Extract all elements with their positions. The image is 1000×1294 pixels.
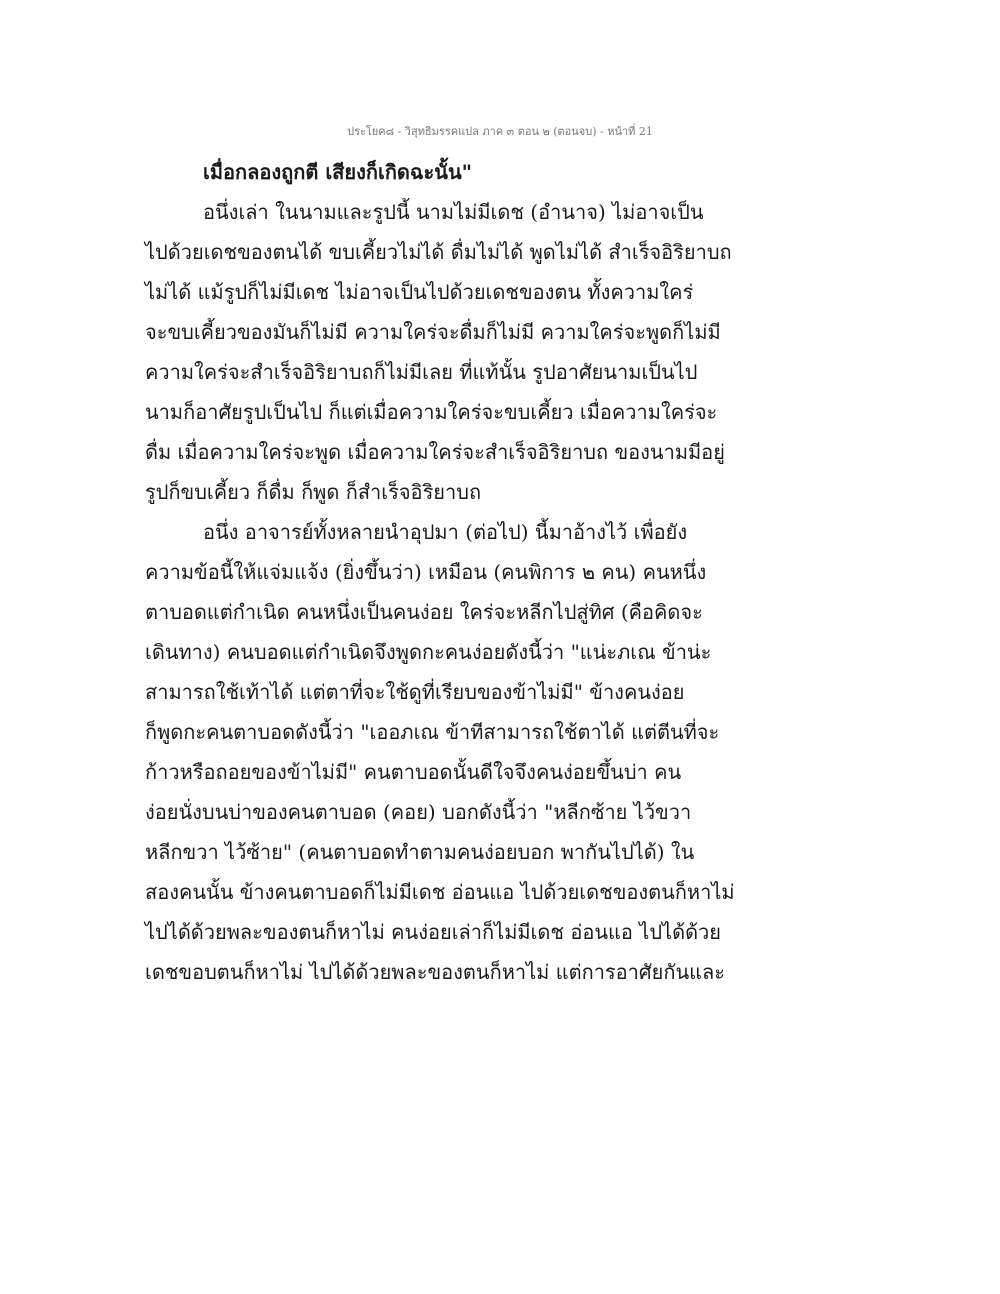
text-line-6: ความใคร่จะสำเร็จอิริยาบถก็ไม่มีเลย ที่แท้นั้น รูปอาศัยนามเป็นไป	[145, 360, 698, 384]
text-line-5: จะขบเคี้ยวของมันก็ไม่มี ความใคร่จะดื่มก็ไม่มี ความใคร่จะพูดก็ไม่มี	[145, 320, 721, 344]
text-line-21: เดชขอบตนก็หาไม่ ไปได้ด้วยพละของตนก็หาไม่ แต่การอาศัยกันและ	[145, 960, 725, 984]
text-line-4: ไม่ได้ แม้รูปก็ไม่มีเดช ไม่อาจเป็นไปด้วยเดชของตน ทั้งความใคร่	[145, 280, 694, 304]
text-line-16: ก้าวหรือถอยของข้าไม่มี" คนตาบอดนั้นดีใจจึงคนง่อยขึ้นบ่า คน	[145, 760, 682, 784]
text-line-10: อนึ่ง อาจารย์ทั้งหลายนำอุปมา (ต่อไป) นี้มาอ้างไว้ เพื่อยัง	[203, 520, 688, 544]
text-line-9: รูปก็ขบเคี้ยว ก็ดื่ม ก็พูด ก็สำเร็จอิริยาบถ	[145, 480, 482, 504]
text-line-7: นามก็อาศัยรูปเป็นไป ก็แต่เมื่อความใคร่จะขบเคี้ยว เมื่อความใคร่จะ	[145, 400, 718, 424]
text-line-15: ก็พูดกะคนตาบอดดังนี้ว่า "เออภเณ ข้าทีสามารถใช้ตาได้ แต่ตีนที่จะ	[145, 720, 720, 744]
text-line-19: สองคนนั้น ข้างคนตาบอดก็ไม่มีเดช อ่อนแอ ไปด้วยเดชของตนก็หาไม่	[145, 880, 735, 904]
text-line-11: ความข้อนี้ให้แจ่มแจ้ง (ยิ่งขึ้นว่า) เหมือน (คนพิการ ๒ คน) คนหนึ่ง	[145, 560, 707, 584]
text-line-14: สามารถใช้เท้าได้ แต่ตาที่จะใช้ดูที่เรียบของข้าไม่มี" ข้างคนง่อย	[145, 680, 685, 704]
running-header: ประโยค๘ - วิสุทธิมรรคแปล ภาค ๓ ตอน ๒ (ตอนจบ) - หน้าที่ 21	[347, 125, 653, 138]
text-line-3: ไปด้วยเดชของตนได้ ขบเคี้ยวไม่ได้ ดื่มไม่ได้ พูดไม่ได้ สำเร็จอิริยาบถ	[145, 240, 732, 264]
text-line-2: อนึ่งเล่า ในนามและรูปนี้ นามไม่มีเดช (อำนาจ) ไม่อาจเป็น	[203, 200, 704, 224]
text-line-8: ดื่ม เมื่อความใคร่จะพูด เมื่อความใคร่จะสำเร็จอิริยาบถ ของนามมีอยู่	[145, 440, 725, 464]
text-line-20: ไปได้ด้วยพละของตนก็หาไม่ คนง่อยเล่าก็ไม่มีเดช อ่อนแอ ไปได้ด้วย	[145, 920, 722, 944]
text-line-1: เมื่อกลองถูกตี เสียงก็เกิดฉะนั้น"	[203, 160, 473, 184]
text-line-12: ตาบอดแต่กำเนิด คนหนึ่งเป็นคนง่อย ใคร่จะหลีกไปสู่ทิศ (คือคิดจะ	[145, 600, 703, 624]
text-line-18: หลีกขวา ไว้ซ้าย" (คนตาบอดทำตามคนง่อยบอก พากันไปได้) ใน	[145, 840, 695, 864]
text-line-17: ง่อยนั่งบนบ่าของคนตาบอด (คอย) บอกดังนี้ว่า "หลีกซ้าย ไว้ขวา	[145, 800, 692, 824]
text-line-13: เดินทาง) คนบอดแต่กำเนิดจึงพูดกะคนง่อยดังนี้ว่า "แน่ะภเณ ข้าน่ะ	[145, 640, 712, 664]
